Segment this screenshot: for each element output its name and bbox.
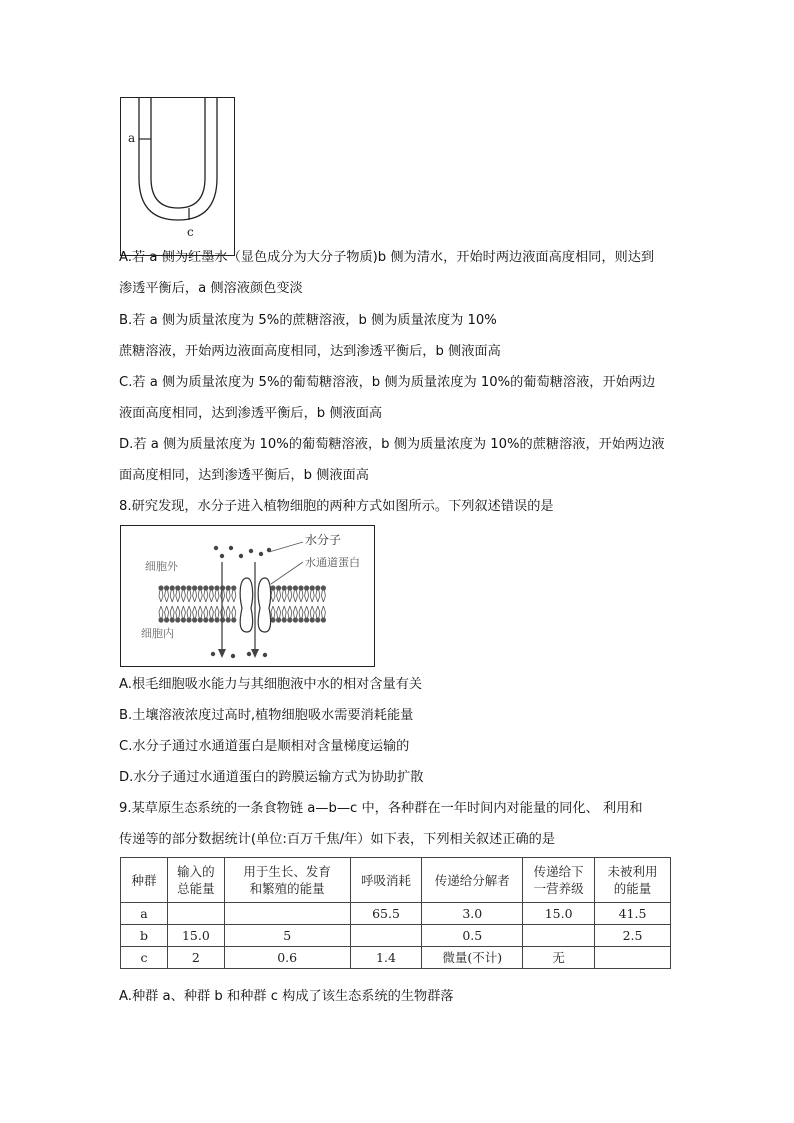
lipid-tail (181, 590, 185, 602)
q9-option-a: A.种群 a、种群 b 和种群 c 构成了该生态系统的生物群落 (119, 989, 454, 1004)
table-row (121, 947, 671, 969)
lipid-tail (187, 590, 191, 602)
lipid-head (192, 585, 197, 590)
lipid-head (321, 617, 326, 622)
lipid-tail (181, 606, 185, 618)
label-channel: 水通道蛋白 (305, 556, 360, 569)
header-to-decomposer: 传递给分解者 (422, 858, 523, 903)
channel-protein-left (240, 578, 252, 632)
lipid-head (209, 617, 214, 622)
lipid-tail (293, 590, 297, 602)
q8-option-a: A.根毛细胞吸水能力与其细胞液中水的相对含量有关 (119, 677, 423, 692)
lipid-head (226, 585, 231, 590)
membrane-diagram (121, 526, 374, 666)
lipid-tail (165, 590, 169, 602)
lipid-tail (226, 606, 230, 618)
table-cell: c (121, 947, 168, 969)
lipid-tail (193, 606, 197, 618)
q7-option-b-line2: 蔗糖溶液，开始两边液面高度相同，达到渗透平衡后，b 侧液面高 (119, 344, 501, 359)
lipid-head (192, 617, 197, 622)
lipid-head (164, 617, 169, 622)
lipid-head (181, 617, 186, 622)
lipid-head (287, 617, 292, 622)
table-cell: 0.6 (224, 947, 350, 969)
water-molecule (259, 552, 263, 556)
water-molecule (211, 652, 215, 656)
lipid-head (226, 617, 231, 622)
lipid-tail (159, 606, 163, 618)
water-molecule (231, 654, 235, 658)
lipid-head (175, 585, 180, 590)
q8-stem: 8.研究发现，水分子进入植物细胞的两种方式如图所示。下列叙述错误的是 (119, 499, 554, 514)
lipid-tail (159, 590, 163, 602)
header-input-energy: 输入的 总能量 (167, 858, 224, 903)
table-cell: 41.5 (595, 903, 671, 925)
label-inside: 细胞内 (141, 627, 174, 640)
q8-option-d: D.水分子通过水通道蛋白的跨膜运输方式为协助扩散 (119, 770, 424, 785)
lipid-tail (310, 590, 314, 602)
lipid-head (231, 617, 236, 622)
lipid-head (186, 585, 191, 590)
q7-option-a-line1: A.若 a 侧为红墨水（显色成分为大分子物质)b 侧为清水，开始时两边液面高度相同，则达到 (119, 250, 655, 265)
table-cell: 微量(不计) (422, 947, 523, 969)
q7-option-c-line2: 液面高度相同，达到渗透平衡后，b 侧液面高 (119, 406, 383, 421)
lipid-tail (282, 590, 286, 602)
table-cell (167, 903, 224, 925)
header-unused-energy: 未被利用 的能量 (595, 858, 671, 903)
lipid-head (287, 585, 292, 590)
lipid-head (214, 617, 219, 622)
q8-option-b: B.土壤溶液浓度过高时,植物细胞吸水需要消耗能量 (119, 708, 414, 723)
lipid-head (231, 585, 236, 590)
table-cell: 15.0 (523, 903, 595, 925)
lipid-tail (282, 606, 286, 618)
lipid-tail (165, 606, 169, 618)
table-cell (523, 925, 595, 947)
lipid-head (276, 585, 281, 590)
lipid-tail (176, 590, 180, 602)
table-cell: 无 (523, 947, 595, 969)
lipid-tail (316, 590, 320, 602)
lipid-tail (198, 590, 202, 602)
lipid-tail (226, 590, 230, 602)
table-cell: b (121, 925, 168, 947)
water-molecule (239, 554, 243, 558)
water-molecule (247, 652, 251, 656)
lipid-tail (305, 590, 309, 602)
lipid-head (170, 617, 175, 622)
lipid-head (321, 585, 326, 590)
lipid-head (158, 585, 163, 590)
q9-stem-line1: 9.某草原生态系统的一条食物链 a—b—c 中，各种群在一年时间内对能量的同化、 利用和 (119, 801, 643, 816)
header-growth-energy: 用于生长、发育 和繁殖的能量 (224, 858, 350, 903)
water-molecule (267, 548, 271, 552)
lipid-tail (288, 606, 292, 618)
table-cell: a (121, 903, 168, 925)
lipid-tail (187, 606, 191, 618)
label-water: 水分子 (305, 533, 342, 547)
lipid-head (293, 585, 298, 590)
water-molecule (214, 546, 218, 550)
lipid-head (282, 617, 287, 622)
lipid-head (170, 585, 175, 590)
table-header-row (121, 858, 671, 903)
lipid-tail (209, 590, 213, 602)
lipid-head (164, 585, 169, 590)
header-to-next-level: 传递给下 一营养级 (523, 858, 595, 903)
table-cell: 0.5 (422, 925, 523, 947)
lipid-head (203, 585, 208, 590)
lipid-head (158, 617, 163, 622)
lipid-head (198, 585, 203, 590)
lipid-tail (209, 606, 213, 618)
table-cell (224, 903, 350, 925)
lipid-head (276, 617, 281, 622)
lipid-tail (299, 590, 303, 602)
lipid-head (186, 617, 191, 622)
q8-option-c: C.水分子通过水通道蛋白是顺相对含量梯度运输的 (119, 739, 410, 754)
lipid-tail (321, 590, 325, 602)
lipid-head (304, 585, 309, 590)
table-cell: 3.0 (422, 903, 523, 925)
q7-option-c-line1: C.若 a 侧为质量浓度为 5%的葡萄糖溶液，b 侧为质量浓度为 10%的葡萄糖溶液，开始两边 (119, 375, 656, 390)
q7-option-a-line2: 渗透平衡后，a 侧溶液颜色变淡 (119, 281, 303, 296)
lipid-head (310, 617, 315, 622)
lipid-head (310, 585, 315, 590)
lipid-tail (204, 590, 208, 602)
label-a: a (128, 131, 136, 145)
q9-stem-line2: 传递等的部分数据统计(单位:百万千焦/年）如下表，下列相关叙述正确的是 (119, 832, 556, 847)
u-tube-figure (120, 97, 235, 256)
lipid-tail (170, 590, 174, 602)
water-molecule (229, 546, 233, 550)
lipid-tail (288, 590, 292, 602)
lipid-tail (321, 606, 325, 618)
lipid-head (304, 617, 309, 622)
energy-table (120, 857, 671, 969)
lipid-head (198, 617, 203, 622)
lipid-head (298, 617, 303, 622)
lipid-head (203, 617, 208, 622)
lipid-head (270, 585, 275, 590)
channel-protein-right (258, 578, 270, 632)
lipid-head (181, 585, 186, 590)
table-cell: 1.4 (350, 947, 422, 969)
lipid-head (282, 585, 287, 590)
water-transport-figure (120, 525, 375, 667)
lipid-tail (299, 606, 303, 618)
table-cell: 2.5 (595, 925, 671, 947)
water-molecule (220, 554, 224, 558)
lipid-tail (198, 606, 202, 618)
lipid-head (175, 617, 180, 622)
lipid-tail (232, 606, 236, 618)
lipid-tail (204, 606, 208, 618)
lipid-tail (305, 606, 309, 618)
lipid-head (214, 585, 219, 590)
water-molecule (263, 653, 267, 657)
lipid-head (209, 585, 214, 590)
table-row (121, 925, 671, 947)
lipid-tail (277, 590, 281, 602)
lipid-tail (215, 590, 219, 602)
header-species: 种群 (121, 858, 168, 903)
lipid-head (298, 585, 303, 590)
lipid-tail (215, 606, 219, 618)
lipid-tail (293, 606, 297, 618)
lipid-tail (271, 590, 275, 602)
lipid-tail (316, 606, 320, 618)
table-cell: 2 (167, 947, 224, 969)
table-cell: 65.5 (350, 903, 422, 925)
q7-option-d-line2: 面高度相同，达到渗透平衡后，b 侧液面高 (119, 468, 369, 483)
table-row (121, 903, 671, 925)
header-respiration: 呼吸消耗 (350, 858, 422, 903)
label-outside: 细胞外 (145, 560, 178, 573)
q7-option-d-line1: D.若 a 侧为质量浓度为 10%的葡萄糖溶液，b 侧为质量浓度为 10%的蔗糖溶液，开始两边液 (119, 437, 665, 452)
lipid-head (315, 585, 320, 590)
lipid-head (293, 617, 298, 622)
lipid-tail (193, 590, 197, 602)
table-cell (350, 925, 422, 947)
lipid-tail (232, 590, 236, 602)
water-molecule (249, 549, 253, 553)
table-cell: 5 (224, 925, 350, 947)
table-cell: 15.0 (167, 925, 224, 947)
lipid-tail (176, 606, 180, 618)
label-c: c (187, 225, 194, 239)
lipid-tail (277, 606, 281, 618)
q7-option-b-line1: B.若 a 侧为质量浓度为 5%的蔗糖溶液，b 侧为质量浓度为 10% (119, 313, 497, 328)
lipid-tail (271, 606, 275, 618)
lipid-tail (170, 606, 174, 618)
lipid-head (315, 617, 320, 622)
table-cell (595, 947, 671, 969)
u-tube-diagram (121, 98, 234, 255)
lipid-tail (310, 606, 314, 618)
